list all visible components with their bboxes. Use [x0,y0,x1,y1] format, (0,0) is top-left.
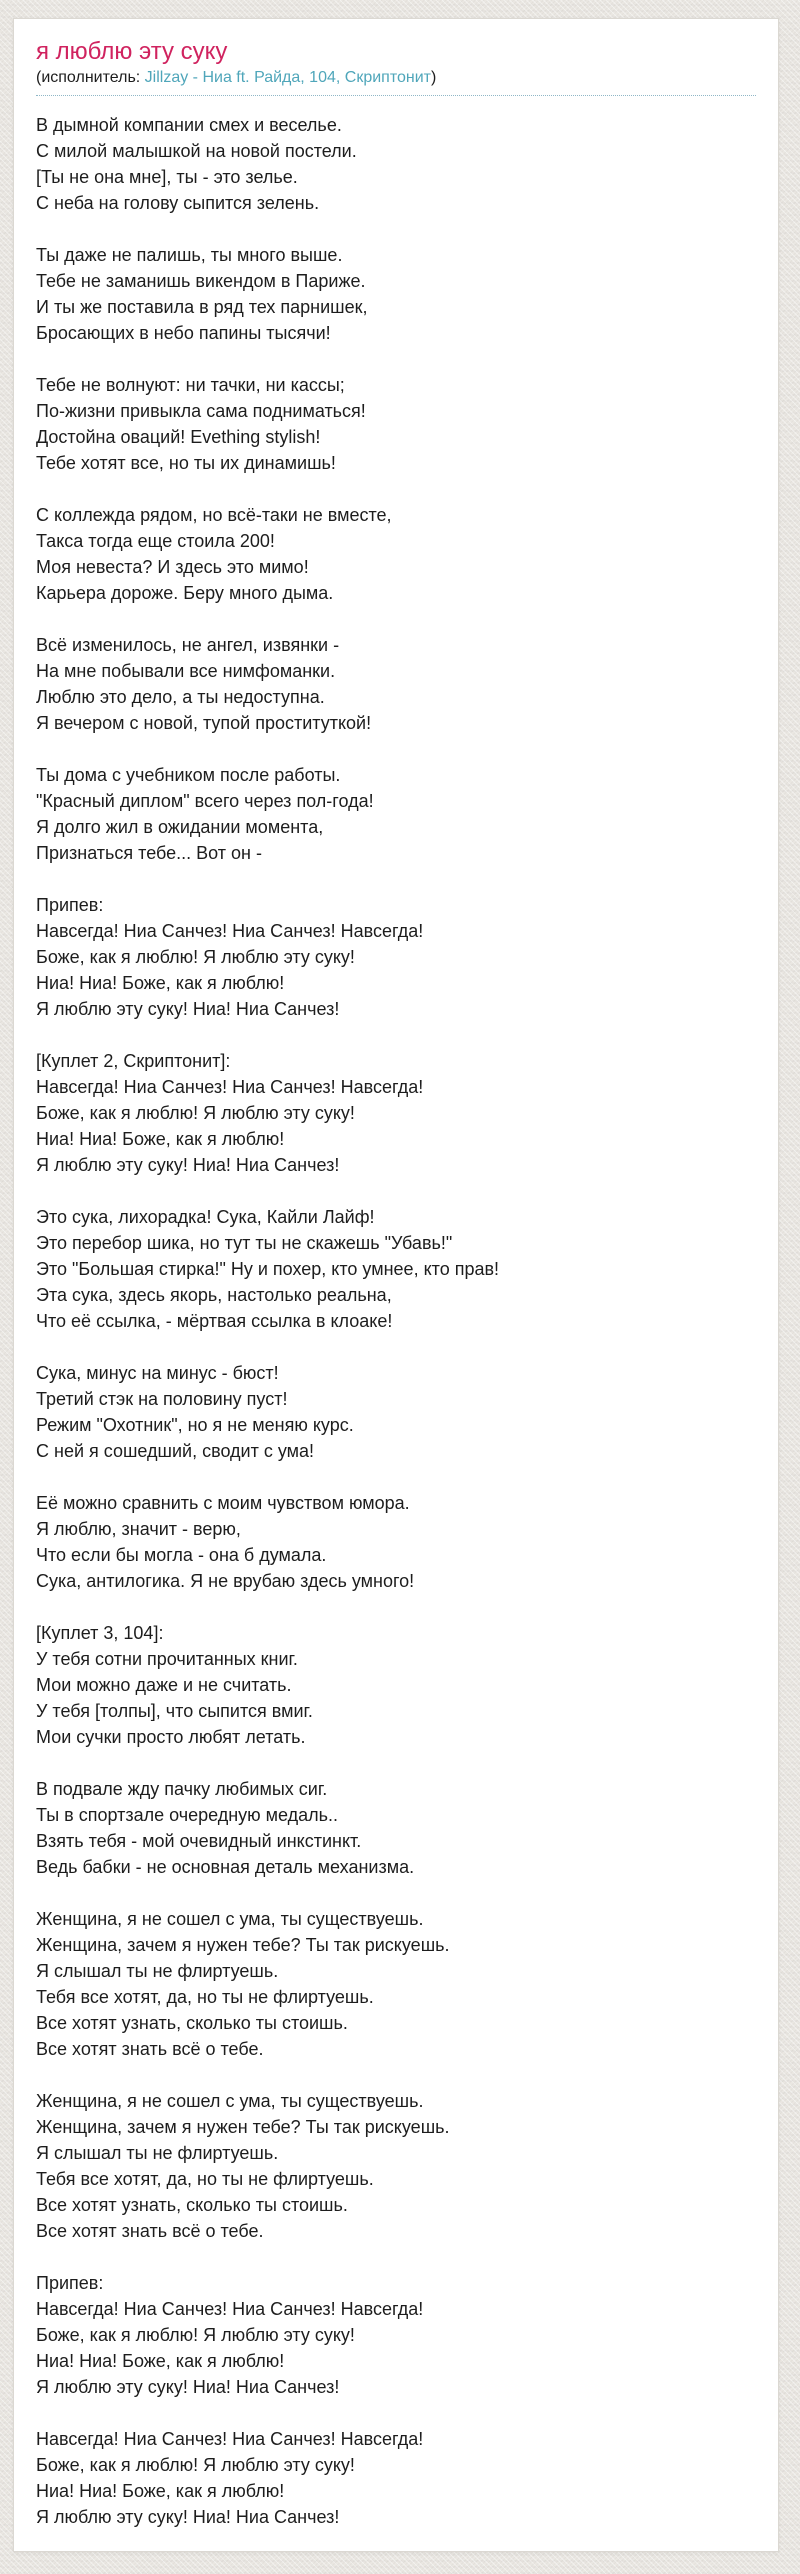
stanza: Всё изменилось, не ангел, извянки - На мне побывали все нимфоманки. Люблю это дело, а ты недоступна. Я вечером с новой, тупой проституткой! [36,635,372,733]
lyrics-card [13,18,779,2552]
song-title: я люблю эту суку [36,38,228,65]
stanza: С коллежда рядом, но всё-таки не вместе, Такса тогда еще стоила 200! Моя невеста? И здесь это мимо! Карьера дороже. Беру много дыма. [36,505,392,603]
artist-link[interactable]: Jillzay - Ниа ft. Райда, 104, Скриптонит [144,69,431,86]
stanza: [Куплет 2, Скриптонит]: Навсегда! Ниа Санчез! Ниа Санчез! Навсегда! Боже, как я люблю! Я люблю эту суку! Ниа! Ниа! Боже, как я люблю! Я люблю эту суку! Ниа! Ниа Санчез! [36,1051,424,1175]
stanza: Навсегда! Ниа Санчез! Ниа Санчез! Навсегда! Боже, как я люблю! Я люблю эту суку! Ниа! Ниа! Боже, как я люблю! Я люблю эту суку! Ниа! Ниа Санчез! [36,2429,424,2527]
artist-line-suffix: ) [430,69,437,86]
stanza: Женщина, я не сошел с ума, ты существуешь. Женщина, зачем я нужен тебе? Ты так рискуешь. Я слышал ты не флиртуешь. Тебя все хотят, да, но ты не флиртуешь. Все хотят узнать, сколько ты стоишь. Все хотят знать всё о тебе. [36,1909,450,2059]
stanza: Тебе не волнуют: ни тачки, ни кассы; По-жизни привыкла сама подниматься! Достойна оваций! Evething stylish! Тебе хотят все, но ты их динамишь! [36,375,366,473]
stanza: Припев: Навсегда! Ниа Санчез! Ниа Санчез! Навсегда! Боже, как я люблю! Я люблю эту суку! Ниа! Ниа! Боже, как я люблю! Я люблю эту суку! Ниа! Ниа Санчез! [36,895,424,1019]
stanza: Её можно сравнить с моим чувством юмора. Я люблю, значит - верю, Что если бы могла - она б думала. Сука, антилогика. Я не врубаю здесь умного! [36,1493,415,1591]
stanza: Женщина, я не сошел с ума, ты существуешь. Женщина, зачем я нужен тебе? Ты так рискуешь. Я слышал ты не флиртуешь. Тебя все хотят, да, но ты не флиртуешь. Все хотят узнать, сколько ты стоишь. Все хотят знать всё о тебе. [36,2091,450,2241]
lyrics-text [36,112,756,2530]
stanza: Ты дома с учебником после работы. "Красный диплом" всего через пол-года! Я долго жил в ожидании момента, Признаться тебе... Вот он - [36,765,374,863]
stanza: Ты даже не палишь, ты много выше. Тебе не заманишь викендом в Париже. И ты же поставила в ряд тех парнишек, Бросающих в небо папины тысячи! [36,245,368,343]
stanza: Сука, минус на минус - бюст! Третий стэк на половину пуст! Режим "Охотник", но я не меняю курс. С ней я сошедший, сводит с ума! [36,1363,354,1461]
stanza: В дымной компании смех и веселье. С милой малышкой на новой постели. [Ты не она мне], ты - это зелье. С неба на голову сыпится зелень. [36,115,357,213]
stanza: Припев: Навсегда! Ниа Санчез! Ниа Санчез! Навсегда! Боже, как я люблю! Я люблю эту суку! Ниа! Ниа! Боже, как я люблю! Я люблю эту суку! Ниа! Ниа Санчез! [36,2273,424,2397]
artist-label: (исполнитель: [36,69,145,86]
stanza: Это сука, лихорадка! Сука, Кайли Лайф! Это перебор шика, но тут ты не скажешь "Убавь!" Это "Большая стирка!" Ну и похер, кто умнее, кто прав! Эта сука, здесь якорь, настолько реальна, Что её ссылка, - мёртвая ссылка в клоаке! [36,1207,500,1331]
artist-line [36,67,756,96]
stanza: [Куплет 3, 104]: У тебя сотни прочитанных книг. Мои можно даже и не считать. У тебя [толпы], что сыпится вмиг. Мои сучки просто любят летать. [36,1623,313,1747]
stanza: В подвале жду пачку любимых сиг. Ты в спортзале очередную медаль.. Взять тебя - мой очевидный инкстинкт. Ведь бабки - не основная деталь механизма. [36,1779,415,1877]
